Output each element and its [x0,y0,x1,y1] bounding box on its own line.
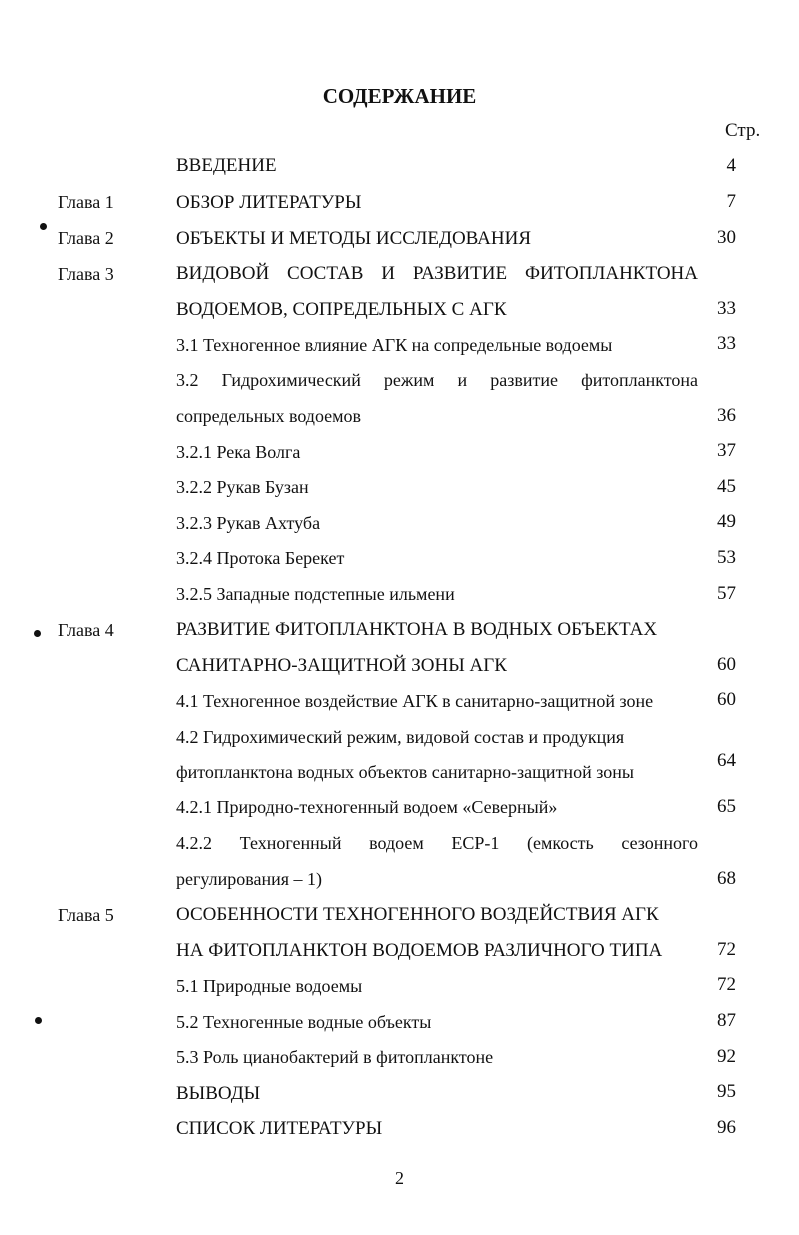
scan-mark [35,1017,42,1024]
toc-page: 30 [717,227,736,248]
page-title: СОДЕРЖАНИЕ [322,84,477,108]
toc-entry: 3.2 Гидрохимический режим и развитие фитопланктона [176,370,698,390]
toc-chapter-label: Глава 1 [58,192,114,212]
toc-chapter-label: Глава 5 [58,905,114,925]
page-number: 2 [395,1168,404,1188]
toc-entry: 3.1 Техногенное влияние АГК на сопредельные водоемы [176,335,613,355]
toc-page: 72 [717,974,736,995]
toc-page: 37 [717,440,736,461]
toc-entry: РАЗВИТИЕ ФИТОПЛАНКТОНА В ВОДНЫХ ОБЪЕКТАХ [176,619,658,640]
toc-entry: СПИСОК ЛИТЕРАТУРЫ [176,1118,383,1139]
toc-chapter-label: Глава 2 [58,228,114,248]
toc-entry: ВИДОВОЙ СОСТАВ И РАЗВИТИЕ ФИТОПЛАНКТОНА [176,263,698,284]
toc-entry: регулирования – 1) [176,869,322,889]
toc-entry: НА ФИТОПЛАНКТОН ВОДОЕМОВ РАЗЛИЧНОГО ТИПА [176,940,663,961]
toc-page: 95 [717,1081,736,1102]
toc-page: 96 [717,1117,736,1138]
toc-entry: 4.2.2 Техногенный водоем ЕСР-1 (емкость сезонного [176,833,698,853]
toc-entry: САНИТАРНО-ЗАЩИТНОЙ ЗОНЫ АГК [176,655,507,676]
toc-page: 36 [717,405,736,426]
toc-page: 33 [717,298,736,319]
page-column-header: Стр. [725,120,761,141]
toc-page: 65 [717,796,736,817]
toc-entry: сопредельных водоемов [176,406,362,426]
toc-entry: 3.2.3 Рукав Ахтуба [176,513,321,533]
toc-page: 4 [726,155,736,176]
toc-entry: 3.2.1 Река Волга [176,442,301,462]
toc-entry: 5.1 Природные водоемы [176,976,363,996]
toc-page: 72 [717,939,736,960]
toc-entry: фитопланктона водных объектов санитарно-защитной зоны [176,762,634,782]
toc-page: 33 [717,333,736,354]
toc-page: 64 [717,750,736,771]
toc-entry: 4.2.1 Природно-техногенный водоем «Северный» [176,797,558,817]
toc-page: 57 [717,583,736,604]
scan-mark [40,223,47,230]
toc-page: 68 [717,868,736,889]
toc-entry: 4.1 Техногенное воздействие АГК в санитарно-защитной зоне [176,691,654,711]
toc-entry: 3.2.2 Рукав Бузан [176,477,309,497]
toc-entry: ОБЪЕКТЫ И МЕТОДЫ ИССЛЕДОВАНИЯ [176,228,531,249]
toc-page: 7 [726,191,736,212]
toc-entry: 4.2 Гидрохимический режим, видовой состав и продукция [176,727,625,747]
toc-page: 60 [717,654,736,675]
toc-entry: ОБЗОР ЛИТЕРАТУРЫ [176,192,362,213]
toc-entry: ВОДОЕМОВ, СОПРЕДЕЛЬНЫХ С АГК [176,299,507,320]
toc-page: 45 [717,476,736,497]
toc-page: 92 [717,1046,736,1067]
toc-chapter-label: Глава 3 [58,264,114,284]
toc-page: 87 [717,1010,736,1031]
scan-mark [34,630,41,637]
toc-entry: 3.2.5 Западные подстепные ильмени [176,584,455,604]
toc-page: 49 [717,511,736,532]
toc-entry: ВЫВОДЫ [176,1083,261,1104]
toc-entry: 5.3 Роль цианобактерий в фитопланктоне [176,1047,494,1067]
toc-page: 60 [717,689,736,710]
toc-entry: ОСОБЕННОСТИ ТЕХНОГЕННОГО ВОЗДЕЙСТВИЯ АГК [176,904,659,925]
toc-entry: 5.2 Техногенные водные объекты [176,1012,432,1032]
toc-chapter-label: Глава 4 [58,620,114,640]
toc-entry-intro: ВВЕДЕНИЕ [176,155,277,176]
toc-entry: 3.2.4 Протока Берекет [176,548,345,568]
toc-page: 53 [717,547,736,568]
